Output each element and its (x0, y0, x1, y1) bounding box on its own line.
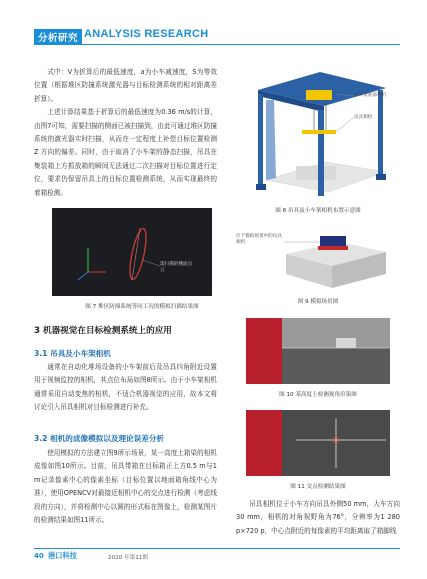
detection-view-render (246, 318, 390, 384)
figure-8 (236, 60, 400, 202)
figure-9 (236, 222, 400, 292)
simulation-scene-render (236, 222, 400, 292)
figure-11 (246, 410, 390, 476)
figure-8-caption: 图 8 吊具及小车架相机布置示意图 (275, 208, 361, 214)
header-rule (34, 44, 400, 45)
page-number: 40 (34, 552, 44, 560)
figure-7-caption: 图 7 堆区防撞系统等同工况的模拟扫描结果图 (85, 304, 199, 310)
figure-10-caption: 图 10 某高度上检测视角渲染图 (279, 392, 357, 398)
annotation-scanned-side: 需扫描的侧面点云 (160, 262, 193, 273)
section-title: ANALYSIS RESEARCH (84, 28, 209, 40)
label-spreader-camera-in-scene: 位于模拟场景中的吊具相机 (236, 234, 282, 245)
intro-text (34, 66, 217, 200)
paragraph: 吊具相机位于小车方向吊具外侧50 mm，大车方向30 mm，相机的对角视野角为76°，分辨率为1 280 p×720 p，中心点附近的每像素的平均距离取了箱脚线 (236, 500, 400, 535)
journal-issue: 2020 年第11期 (108, 555, 148, 561)
footer-rule (34, 548, 400, 549)
section-tag: 分析研究 (34, 29, 82, 45)
point-cloud-render (52, 208, 212, 296)
paragraph: 通常在自动化堆场设备的小车架前后及吊具四角附近设置用于视频监控的相机，其点位布局如图8所示。由于小车架相机通常采用自动变焦的相机，不适合机器视觉的应用，故本文将讨论引入吊具相机对目标检测进行补充。 (34, 363, 217, 412)
figure-7 (52, 208, 212, 296)
paragraph: 式中：V为折算后的最低速度，a为小车减速度，S为等效位置（根据堆区防撞系统激光器与目标检测系统的相对距离差折算）。 (34, 68, 217, 103)
paragraph: 使用模拟的方法建立图9所示场景，某一高度上箱染的相机成像如图10所示。目前，吊具带箱在目标箱正上方0.5 m与1 m记录像素中心的像素坐标（目标位置以地面箱角线中心为准），使用OPENCV对最接近相机中心的交点进行检测（考虑线段的方向），并将检测中心以圆的形式标在图像上，检测某图片的检测结果如图11所示。 (34, 449, 217, 525)
figure-9-caption: 图 9 模拟场景图 (297, 299, 339, 305)
gantry-crane-illustration (236, 60, 400, 202)
label-spreader-camera: 吊具相机 (354, 115, 373, 120)
right-bottom-text (236, 498, 400, 538)
subsection-heading: 3.1 吊具及小车架相机 (34, 349, 111, 358)
subsection-heading: 3.2 相机的成像模拟以及理论误差分析 (34, 434, 165, 443)
subsection-text (34, 447, 217, 527)
intersection-detection-render (246, 410, 390, 476)
subsection-text (34, 361, 217, 415)
figure-11-caption: 图 11 交点检测结果图 (290, 484, 346, 490)
paragraph: 上述计算结果基于折算后的最低速度为0.36 m/s的计算，由图7可知，需要扫描的侧面已被扫描到，由此可通过堆区防撞系统的激光器实时扫描，从而在一定程度上补偿目标位置检测 Z 方向的偏差。同时，由于取消了小车架的静态扫描，吊具在集装箱上方抓放箱的瞬间无法通过二次扫描对目标位置进行定位，要求仍保留吊具上的目标位置检测系统，从而实现最终的着箱检测。 (34, 108, 217, 197)
figure-10 (246, 318, 390, 384)
section-heading: 3 机器视觉在目标检测系统上的应用 (34, 326, 172, 336)
journal-name: 港口科技 (48, 551, 77, 560)
label-trolley-camera: 小车架底部相机 (354, 93, 387, 98)
